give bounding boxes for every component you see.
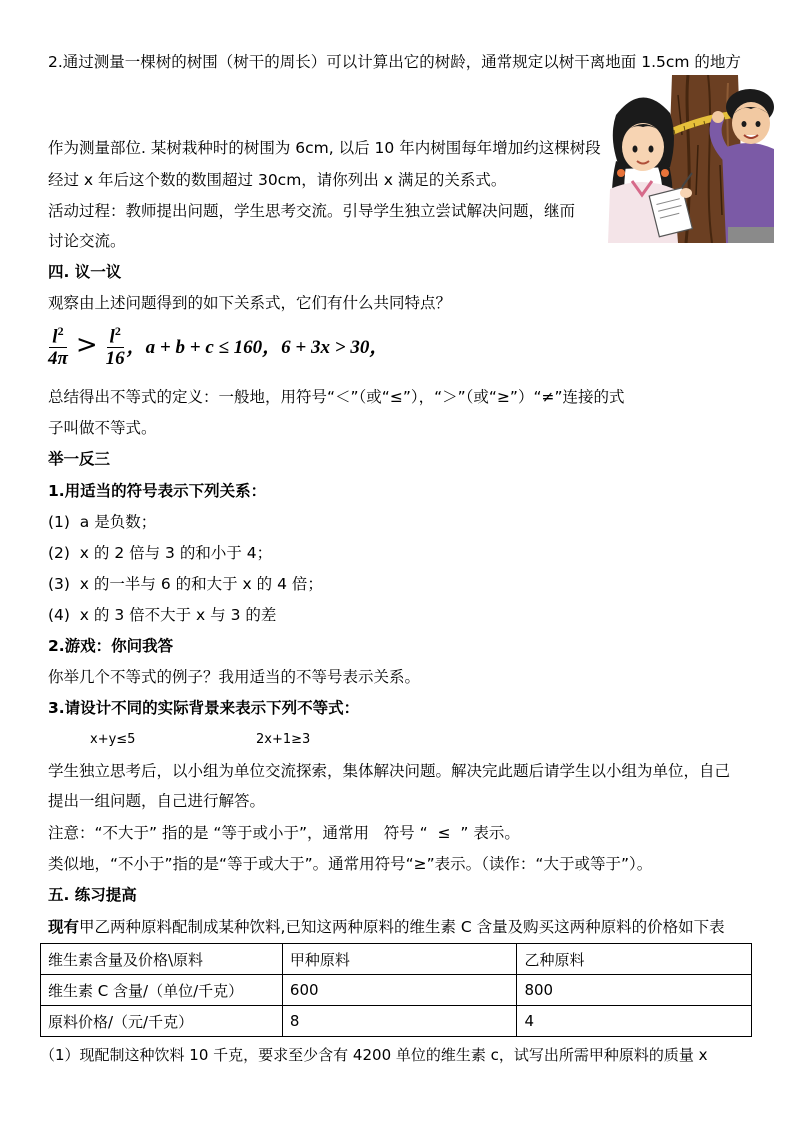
table-cell: 原料价格/（元/千克） [41, 1006, 283, 1037]
problem-2-line-1: 2.通过测量一棵树的树围（树干的周长）可以计算出它的树龄，通常规定以树干离地面 1.5cm 的地方 [48, 53, 741, 71]
ingredient-table [40, 943, 752, 1037]
inequality-1: x+y≤5 [90, 732, 136, 747]
fraction-2-exponent: 2 [114, 323, 121, 338]
table-cell: 800 [517, 975, 752, 1006]
fraction-2-numerator: l [109, 326, 115, 348]
fraction-1-exponent: 2 [57, 323, 64, 338]
tree-measuring-picture [608, 75, 774, 243]
fraction-1 [48, 321, 68, 369]
similar-note-line: 类似地，“不小于”指的是“等于或大于”。通常用符号“≥”表示。（读作：“大于或等于”）。 [48, 855, 653, 873]
table-row [41, 1006, 752, 1037]
inequality-expressions [48, 323, 389, 370]
question-1-heading: 1.用适当的符号表示下列关系： [48, 482, 267, 500]
table-header-cell: 维生素含量及价格\原料 [41, 944, 283, 975]
inequality-2: 2x+1≥3 [256, 732, 311, 747]
table-row [41, 944, 752, 975]
fraction-1-numerator: l [52, 326, 58, 348]
practice-intro-rest: 甲乙两种原料配制成某种饮料,已知这两种原料的维生素 C 含量及购买这两种原料的价格如下表 [79, 918, 725, 936]
table-cell: 维生素 C 含量/（单位/千克） [41, 975, 283, 1006]
fraction-2-denominator: 16 [105, 348, 125, 370]
table-cell: 600 [282, 975, 517, 1006]
question-1-item: (3) x 的一半与 6 的和大于 x 的 4 倍； [48, 575, 323, 593]
other-inequalities: ，a + b + c ≤ 160，6 + 3x > 30， [126, 336, 389, 358]
table-cell: 4 [517, 1006, 752, 1037]
definition-line-1: 总结得出不等式的定义：一般地，用符号“＜”（或“≤”），“＞”（或“≥”）“≠”连接的式 [48, 388, 625, 406]
practice-intro-bold: 现有 [48, 918, 80, 936]
question-2-text: 你举几个不等式的例子？我用适当的不等号表示关系。 [48, 668, 421, 686]
note-line: 注意：“不大于” 指的是 “等于或小于”，通常用 符号 “ ≤ ” 表示。 [48, 824, 520, 842]
practice-question-1: （1）现配制这种饮料 10 千克，要求至少含有 4200 单位的维生素 c，试写出所需甲种原料的质量 x [40, 1046, 708, 1064]
question-1-item: (4) x 的 3 倍不大于 x 与 3 的差 [48, 606, 277, 624]
activity-process-line-1: 活动过程：教师提出问题，学生思考交流。引导学生独立尝试解决问题，继而 [48, 202, 576, 220]
greater-than-symbol: > [75, 330, 98, 360]
question-1-item: (1) a 是负数； [48, 513, 157, 531]
examples-heading: 举一反三 [48, 450, 111, 468]
problem-2-line-3: 经过 x 年后这个数的数围超过 30cm，请你列出 x 满足的关系式。 [48, 171, 507, 189]
definition-line-2: 子叫做不等式。 [48, 419, 157, 437]
section-5-heading: 五. 练习提高 [48, 886, 137, 904]
fraction-1-denominator: 4π [48, 348, 68, 370]
question-1-item: (2) x 的 2 倍与 3 的和小于 4； [48, 544, 273, 562]
tree-measuring-illustration [608, 75, 774, 243]
table-row [41, 975, 752, 1006]
process-line-2: 提出一组问题，自己进行解答。 [48, 792, 266, 810]
activity-process-line-2: 讨论交流。 [48, 232, 126, 250]
section-4-heading: 四. 议一议 [48, 263, 122, 281]
fraction-2 [106, 321, 125, 369]
process-line-1: 学生独立思考后，以小组为单位交流探索，集体解决问题。解决完此题后请学生以小组为单位，自己 [48, 762, 731, 780]
practice-intro [48, 917, 725, 937]
question-3-heading: 3.请设计不同的实际背景来表示下列不等式： [48, 699, 360, 717]
observe-question: 观察由上述问题得到的如下关系式，它们有什么共同特点？ [48, 294, 452, 312]
table-cell: 8 [282, 1006, 517, 1037]
table-header-cell: 甲种原料 [282, 944, 517, 975]
problem-2-line-2: 作为测量部位. 某树栽种时的树围为 6cm, 以后 10 年内树围每年增加约这棵树段 [48, 139, 601, 157]
table-header-cell: 乙种原料 [517, 944, 752, 975]
question-2-heading: 2.游戏：你问我答 [48, 637, 174, 655]
